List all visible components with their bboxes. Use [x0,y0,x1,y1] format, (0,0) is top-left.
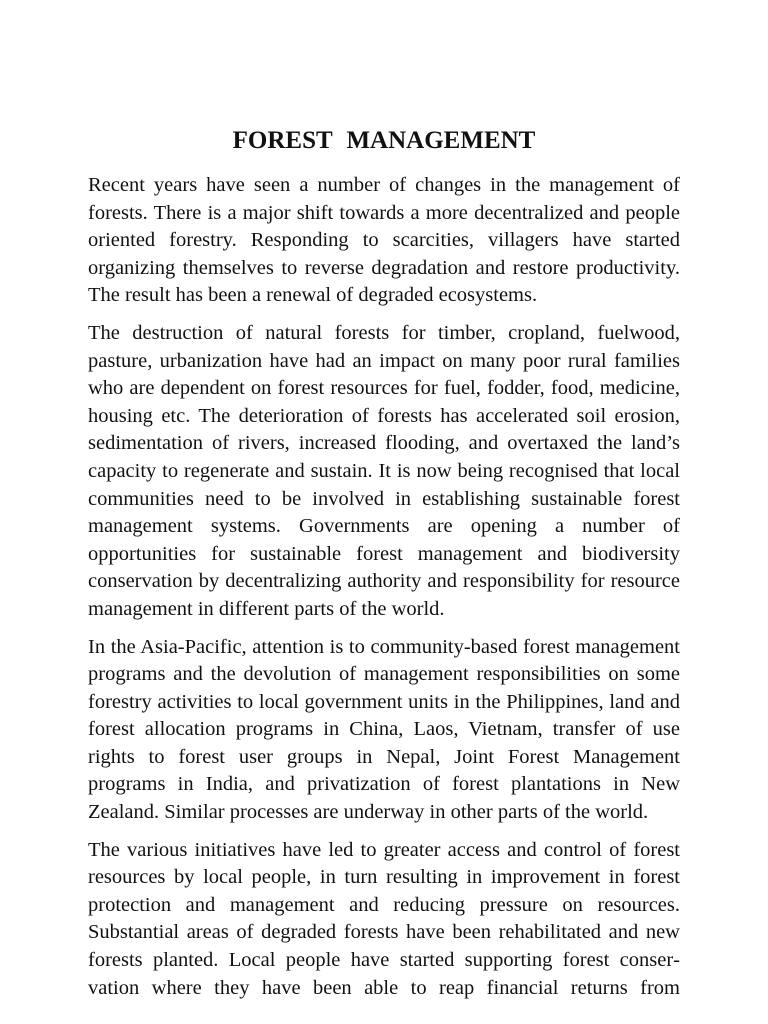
paragraph-1: Recent years have seen a number of changes in the management of forests. There is a major shift towards a more decentralized and people oriented forestry. Responding to scarcities, villagers have started organizing themselves to reverse degradation and restore productivity. The result has been a renewal of degraded ecosystems. [88,174,680,307]
paragraph-4: The various initiatives have led to greater access and control of forest resources by local people, in turn resulting in improvement in forest protection and management and reducing pressure on resources. Substantial areas of degraded forests have been rehabilitated and new forests planted. Local people have started supporting forest conservation where they have been able to reap financial returns from [88,838,680,999]
body-text [88,172,680,1012]
paragraph-2: The destruction of natural forests for timber, cropland, fuelwood, pasture, urbanization have had an impact on many poor rural families who are dependent on forest resources for fuel, fodder, food, medicine, housing etc. The deterioration of forests has accelerated soil erosion, sedimentation of rivers, increased flooding, and overtaxed the land’s capacity to regenerate and sustain. It is now being recognised that local communities need to be involved in establishing sustainable forest management systems. Governments are opening a number of opportunities for sustainable forest management and biodiversity conservation by decentralizing authority and responsibility for resource management in different parts of the world. [88,321,680,620]
paragraph-3: In the Asia-Pacific, attention is to community-based forest management programs and the devolution of management responsibilities on some forestry activities to local government units in the Philippines, land and forest allocation programs in China, Laos, Vietnam, transfer of use rights to forest user groups in Nepal, Joint Forest Management programs in India, and privatization of forest plantations in New Zealand. Similar processes are underway in other parts of the world. [88,635,680,824]
page-title: FOREST MANAGEMENT [232,127,536,154]
